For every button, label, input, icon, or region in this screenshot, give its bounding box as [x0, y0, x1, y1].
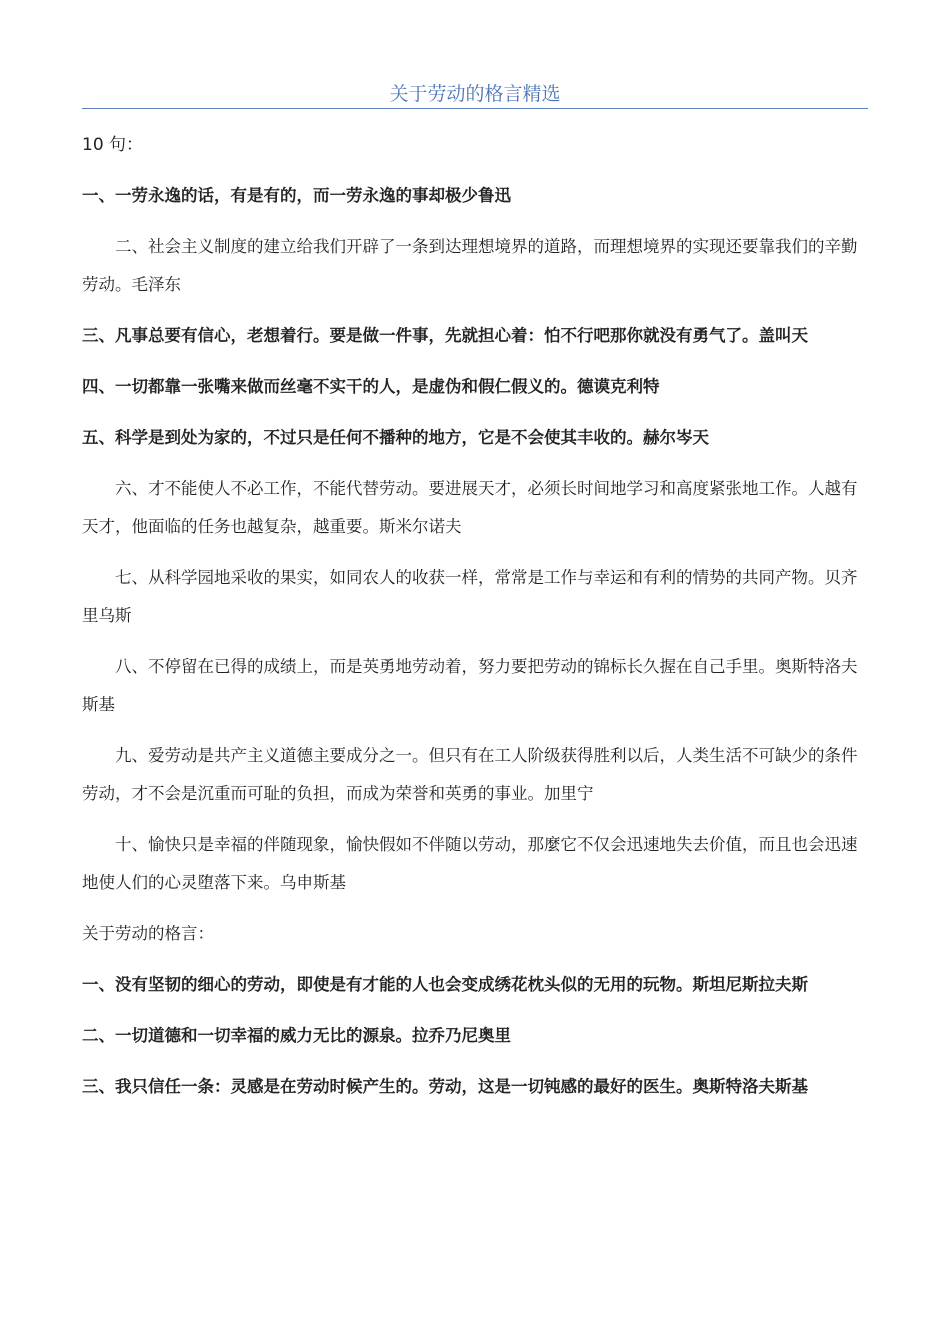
quote-9: 九、爱劳动是共产主义道德主要成分之一。但只有在工人阶级获得胜利以后，人类生活不可缺少的条件劳动，才不会是沉重而可耻的负担，而成为荣誉和英勇的事业。加里宁 [82, 746, 858, 803]
quote-10: 十、愉快只是幸福的伴随现象，愉快假如不伴随以劳动，那麼它不仅会迅速地失去价值，而且也会迅速地使人们的心灵堕落下来。乌申斯基 [82, 835, 858, 892]
count-line: 10 句： [82, 135, 144, 155]
quote-1: 一、一劳永逸的话，有是有的，而一劳永逸的事却极少鲁迅 [82, 186, 511, 205]
quote-2: 二、社会主义制度的建立给我们开辟了一条到达理想境界的道路，而理想境界的实现还要靠我们的辛勤劳动。毛泽东 [82, 237, 858, 294]
quote-3: 三、凡事总要有信心，老想着行。要是做一件事，先就担心着：怕不行吧那你就没有勇气了。盖叫天 [82, 326, 808, 345]
page-header-title: 关于劳动的格言精选 [389, 83, 561, 105]
quote-7: 七、从科学园地采收的果实，如同农人的收获一样，常常是工作与幸运和有利的情势的共同产物。贝齐里乌斯 [82, 568, 858, 625]
labor-quote-1: 一、没有坚韧的细心的劳动，即使是有才能的人也会变成绣花枕头似的无用的玩物。斯坦尼斯拉夫斯 [82, 975, 808, 994]
quote-6: 六、才不能使人不必工作，不能代替劳动。要进展天才，必须长时间地学习和高度紧张地工作。人越有天才，他面临的任务也越复杂，越重要。斯米尔诺夫 [82, 479, 858, 536]
labor-quote-2: 二、一切道德和一切幸福的威力无比的源泉。拉乔乃尼奥里 [82, 1026, 511, 1045]
quote-5: 五、科学是到处为家的，不过只是任何不播种的地方，它是不会使其丰收的。赫尔岑天 [82, 428, 709, 447]
document-body [82, 126, 868, 1119]
quote-8: 八、不停留在已得的成绩上，而是英勇地劳动着，努力要把劳动的锦标长久握在自己手里。奥斯特洛夫斯基 [82, 657, 858, 714]
section-title: 关于劳动的格言： [82, 924, 214, 943]
quote-4: 四、一切都靠一张嘴来做而丝毫不实干的人，是虚伪和假仁假义的。德谟克利特 [82, 377, 660, 396]
header-divider [82, 108, 868, 109]
labor-quote-3: 三、我只信任一条：灵感是在劳动时候产生的。劳动，这是一切钝感的最好的医生。奥斯特洛夫斯基 [82, 1077, 808, 1096]
